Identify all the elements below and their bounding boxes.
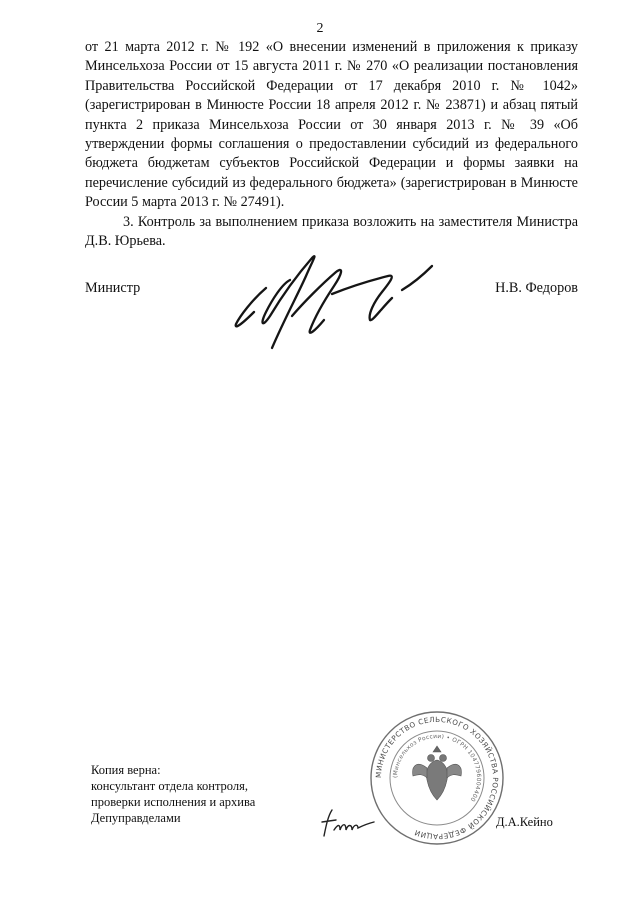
body-line: Минсельхоза России от 15 августа 2011 г. № 270 «О реализации bbox=[85, 58, 484, 75]
body-line: (зарегистрирован в Минюсте России 5 марта 2013 г. № 27491). bbox=[85, 174, 578, 211]
body-line: абзац пятый пункта 2 приказа Минсельхоза России от 30 января 2013 г. bbox=[85, 97, 578, 133]
minister-signature bbox=[232, 250, 452, 360]
body-line: от 21 марта 2012 г. № 192 «О внесении изменений в приложения к приказу bbox=[85, 39, 578, 55]
svg-text:(Минсельхоз России) • ОГРН 104: (Минсельхоз России) • ОГРН 1047796004400 bbox=[392, 733, 482, 803]
signer-title: Министр bbox=[85, 280, 141, 296]
copy-line: консультант отдела контроля, bbox=[91, 779, 249, 793]
body-line: постановления Правительства Российской Федерации от 17 декабря 2010 г. bbox=[85, 58, 578, 94]
paragraph-amendment bbox=[85, 38, 578, 213]
body-line: федерального бюджета бюджетам субъектов Российской Федерации и bbox=[85, 136, 578, 172]
svg-text:МИНИСТЕРСТВО СЕЛЬСКОГО ХОЗЯЙСТ: МИНИСТЕРСТВО СЕЛЬСКОГО ХОЗЯЙСТВА РОССИЙСКОЙ ФЕДЕРАЦИИ bbox=[373, 714, 501, 842]
page-number: 2 bbox=[316, 21, 324, 36]
body-line: формы заявки на перечисление субсидий из федерального бюджета» bbox=[85, 155, 578, 191]
document-body bbox=[85, 38, 578, 251]
certifier-name: Д.А.Кейно bbox=[496, 815, 553, 829]
copy-certification bbox=[91, 762, 255, 826]
paragraph-control bbox=[85, 213, 578, 252]
body-line: № 1042» (зарегистрирован в Минюсте России 18 апреля 2012 г. № 23871) и bbox=[85, 77, 578, 114]
copy-line: проверки исполнения и архива bbox=[91, 795, 256, 809]
copy-line: Депуправделами bbox=[91, 811, 181, 825]
official-seal bbox=[367, 708, 507, 848]
body-line: Министра Д.В. Юрьева. bbox=[85, 213, 578, 250]
signer-name: Н.В. Федоров bbox=[495, 280, 578, 296]
certifier-signature bbox=[318, 806, 378, 840]
copy-line: Копия верна: bbox=[91, 763, 161, 777]
body-line: № 39 «Об утверждении формы соглашения о предоставлении субсидий из bbox=[85, 116, 578, 153]
body-line: 3. Контроль за выполнением приказа возложить на заместителя bbox=[123, 213, 513, 230]
